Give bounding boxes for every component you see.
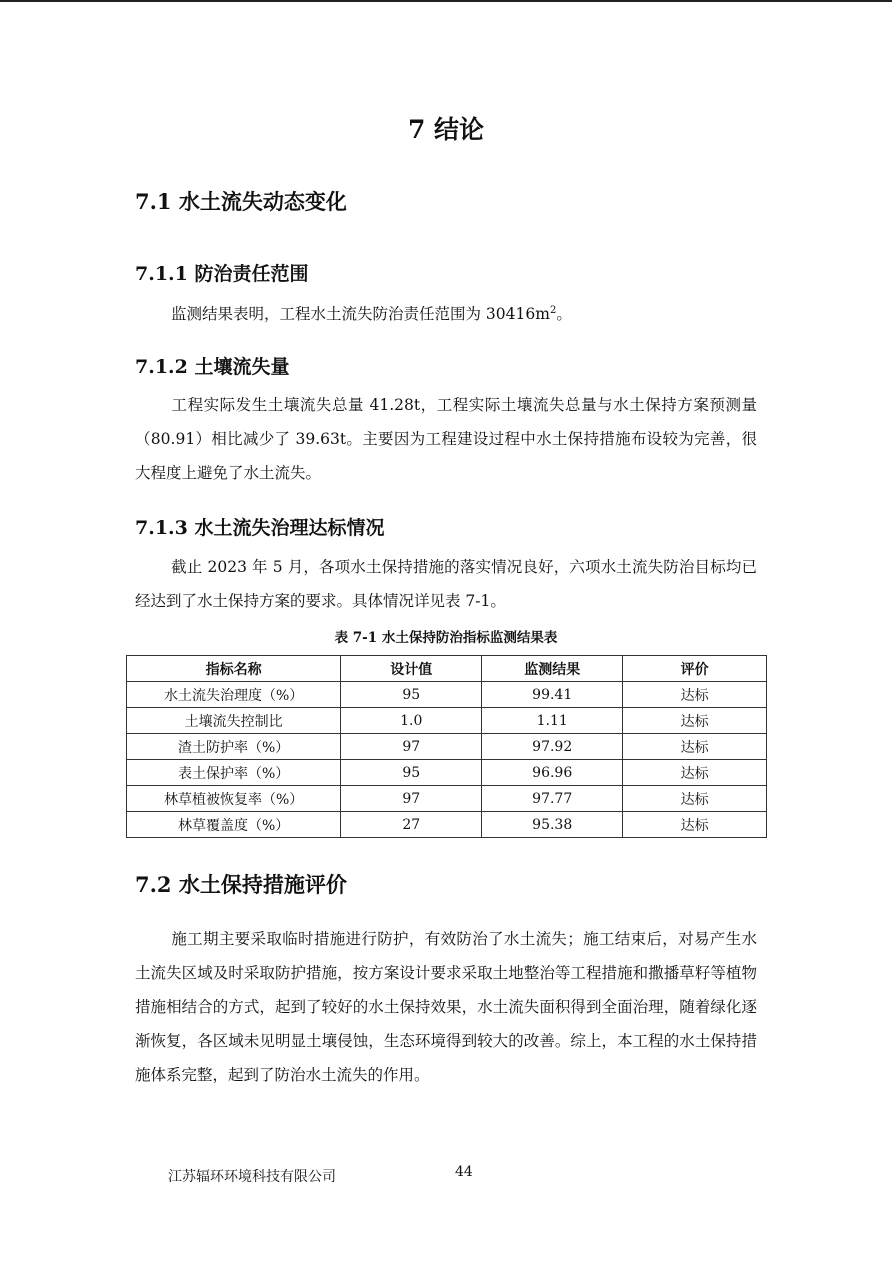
section-7-1-2-paragraph	[135, 388, 757, 490]
header-design-value: 设计值	[341, 656, 482, 682]
table-row	[127, 708, 767, 734]
section-7-1-3-title: 7.1.3 水土流失治理达标情况	[135, 517, 385, 539]
footer-company: 江苏辐环环境科技有限公司	[168, 1169, 336, 1185]
result-cell: 95.38	[482, 812, 623, 838]
section-7-1-1-paragraph	[135, 294, 757, 331]
section-7-2-paragraph	[135, 922, 757, 1092]
section-7-1-3-paragraph	[135, 550, 757, 618]
table-header-row	[127, 656, 767, 682]
header-indicator-name: 指标名称	[127, 656, 341, 682]
header-monitoring-result: 监测结果	[482, 656, 623, 682]
indicator-cell: 林草植被恢复率（%）	[127, 786, 341, 812]
result-cell: 1.11	[482, 708, 623, 734]
evaluation-cell: 达标	[623, 682, 767, 708]
evaluation-cell: 达标	[623, 760, 767, 786]
evaluation-cell: 达标	[623, 812, 767, 838]
design-value-cell: 95	[341, 682, 482, 708]
table-caption: 表 7-1 水土保持防治指标监测结果表	[334, 630, 558, 646]
area-unit-superscript: 2	[549, 305, 557, 316]
design-value-cell: 95	[341, 760, 482, 786]
section-7-1-title: 7.1 水土流失动态变化	[135, 189, 347, 214]
page-number: 44	[455, 1164, 473, 1180]
table-row	[127, 760, 767, 786]
table-row	[127, 812, 767, 838]
soil-loss-text: 工程实际发生土壤流失总量 41.28t，工程实际土壤流失总量与水土保持方案预测量（80.91）相比减少了 39.63t。主要因为工程建设过程中水土保持措施布设较为完善，很大程度上避免了水土流失。	[135, 396, 757, 482]
table-row	[127, 734, 767, 760]
table-row	[127, 786, 767, 812]
design-value-cell: 27	[341, 812, 482, 838]
evaluation-cell: 达标	[623, 708, 767, 734]
evaluation-cell: 达标	[623, 734, 767, 760]
design-value-cell: 1.0	[341, 708, 482, 734]
result-cell: 97.77	[482, 786, 623, 812]
table-row	[127, 682, 767, 708]
section-7-1-2-title: 7.1.2 土壤流失量	[135, 356, 290, 378]
section-7-1-1-title: 7.1.1 防治责任范围	[135, 263, 309, 285]
result-cell: 99.41	[482, 682, 623, 708]
page-top-border	[0, 0, 892, 2]
header-evaluation: 评价	[623, 656, 767, 682]
chapter-title: 7 结论	[407, 115, 485, 144]
standard-compliance-text: 截止 2023 年 5 月，各项水土保持措施的落实情况良好，六项水土流失防治目标均已经达到了水土保持方案的要求。具体情况详见表 7-1。	[135, 558, 757, 610]
measures-evaluation-text: 施工期主要采取临时措施进行防护，有效防治了水土流失；施工结束后，对易产生水土流失区域及时采取防护措施，按方案设计要求采取土地整治等工程措施和撒播草籽等植物措施相结合的方式，起到了较好的水土保持效果，水土流失面积得到全面治理，随着绿化逐渐恢复，各区域未见明显土壤侵蚀，生态环境得到较大的改善。综上，本工程的水土保持措施体系完整，起到了防治水土流失的作用。	[135, 930, 757, 1084]
result-cell: 96.96	[482, 760, 623, 786]
responsibility-text: 监测结果表明，工程水土流失防治责任范围为 30416m	[171, 305, 550, 324]
indicator-cell: 水土流失治理度（%）	[127, 682, 341, 708]
indicator-cell: 林草覆盖度（%）	[127, 812, 341, 838]
design-value-cell: 97	[341, 786, 482, 812]
design-value-cell: 97	[341, 734, 482, 760]
indicator-cell: 表土保护率（%）	[127, 760, 341, 786]
result-cell: 97.92	[482, 734, 623, 760]
monitoring-results-table	[126, 655, 767, 838]
section-7-2-title: 7.2 水土保持措施评价	[135, 872, 347, 897]
evaluation-cell: 达标	[623, 786, 767, 812]
responsibility-text-end: 。	[556, 305, 572, 324]
indicator-cell: 土壤流失控制比	[127, 708, 341, 734]
indicator-cell: 渣土防护率（%）	[127, 734, 341, 760]
